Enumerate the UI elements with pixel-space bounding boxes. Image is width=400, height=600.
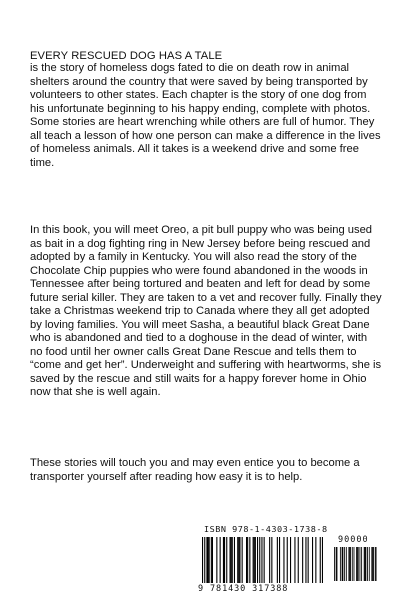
barcode-bar <box>211 537 212 583</box>
barcode-bar <box>212 537 213 583</box>
addon-bar <box>371 547 372 581</box>
story-summary-paragraph: In this book, you will meet Oreo, a pit bull puppy who was being used as bait in a dog fighting ring in New Jersey before being rescued and adopted by a family in Kentucky. You will also read the story of the Chocolate Chip puppies who were found abandoned in the woods in Tennessee after being tortured and beaten and left for dead by some future serial killer. They are taken to a vet and recover fully. Finally they take a Christmas weekend trip to Canada where they all get adopted by loving families. You will meet Sasha, a beautiful black Great Dane who is abandoned and tied to a doghouse in the dead of winter, with no food until her owner calls Great Dane Rescue and tells them to “come and get her”. Underweight and suffering with heartworms, she is saved by the rescue and still waits for a happy forever home in Ohio now that she is well again. <box>30 224 382 398</box>
intro-paragraph: is the story of homeless dogs fated to die on death row in animal shelters around the country that were saved by being transported by volunteers to other states. Each chapter is the story of one dog from his unfortunate beginning to his happy ending, complete with photos. Some stories are heart wrenching while others are full of humor. They all teach a lesson of how one person can make a difference in the lives of homeless animals. All it takes is a weekend drive and some free time. <box>30 62 381 169</box>
isbn-label: ISBN 978-1-4303-1738-8 <box>204 525 328 535</box>
barcode-bar <box>261 537 262 583</box>
addon-bar <box>367 547 368 581</box>
barcode-bar <box>206 537 207 583</box>
addon-bar <box>360 547 361 581</box>
barcode-bar <box>253 537 254 583</box>
addon-bar <box>365 547 366 581</box>
barcode-bar <box>246 537 247 583</box>
addon-bar <box>349 547 350 581</box>
barcode-bar <box>224 537 225 583</box>
barcode-bar <box>202 537 203 583</box>
barcode-bar <box>302 537 303 583</box>
barcode-digits: 9 781430 317388 <box>198 584 289 594</box>
barcode-bar <box>269 537 270 583</box>
barcode-bar <box>242 537 243 583</box>
addon-bar <box>352 547 353 581</box>
price-addon-digits: 90000 <box>338 535 369 545</box>
barcode-bar <box>259 537 260 583</box>
addon-bar <box>357 547 358 581</box>
closing-paragraph: These stories will touch you and may even entice you to become a transporter yourself after reading how easy it is to help. <box>30 457 360 483</box>
barcode-bar <box>247 537 248 583</box>
addon-bar <box>358 547 359 581</box>
addon-bar <box>346 547 347 581</box>
addon-bar <box>337 547 338 581</box>
barcode-bar <box>287 537 288 583</box>
barcode-bar <box>277 537 278 583</box>
barcode-bar <box>234 537 235 583</box>
barcode-bar <box>249 537 250 583</box>
barcode-bar <box>312 537 313 583</box>
barcode-bar <box>298 537 299 583</box>
barcode-bar <box>239 537 240 583</box>
addon-bar <box>376 547 377 581</box>
barcode-bar <box>237 537 238 583</box>
addon-bar <box>350 547 351 581</box>
cover-heading: EVERY RESCUED DOG HAS A TALE <box>30 50 223 62</box>
addon-bar <box>343 547 344 581</box>
addon-bar <box>334 547 335 581</box>
price-addon-bars <box>334 547 378 583</box>
addon-bar <box>356 547 357 581</box>
barcode-bar <box>254 537 255 583</box>
addon-bar <box>365 547 366 581</box>
isbn-barcode <box>196 525 382 597</box>
addon-bar <box>354 547 355 581</box>
addon-bar <box>342 547 343 581</box>
barcode-bar <box>216 537 217 583</box>
barcode-bar <box>271 537 272 583</box>
addon-bar <box>361 547 362 581</box>
barcode-bar <box>238 537 239 583</box>
barcode-bar <box>220 537 221 583</box>
addon-bar <box>340 547 341 581</box>
barcode-bar <box>255 537 256 583</box>
addon-bar <box>369 547 370 581</box>
addon-bar <box>344 547 345 581</box>
barcode-bar <box>308 537 309 583</box>
barcode-bar <box>232 537 233 583</box>
barcode-bar <box>279 537 280 583</box>
barcode-bar <box>230 537 231 583</box>
barcode-bar <box>223 537 224 583</box>
ean13-bars <box>202 537 326 585</box>
addon-bar <box>336 547 337 581</box>
barcode-bar <box>264 537 265 583</box>
addon-bar <box>372 547 373 581</box>
barcode-bar <box>290 537 291 583</box>
addon-bar <box>364 547 365 581</box>
barcode-bar <box>209 537 210 583</box>
barcode-bar <box>305 537 306 583</box>
barcode-bar <box>231 537 232 583</box>
addon-bar <box>375 547 376 581</box>
barcode-bar <box>320 537 321 583</box>
barcode-bar <box>315 537 316 583</box>
barcode-bar <box>283 537 284 583</box>
barcode-bar <box>226 537 227 583</box>
addon-bar <box>373 547 374 581</box>
barcode-bar <box>257 537 258 583</box>
barcode-bar <box>208 537 209 583</box>
addon-bar <box>348 547 349 581</box>
barcode-bar <box>204 537 205 583</box>
barcode-bar <box>322 537 323 583</box>
barcode-bar <box>294 537 295 583</box>
